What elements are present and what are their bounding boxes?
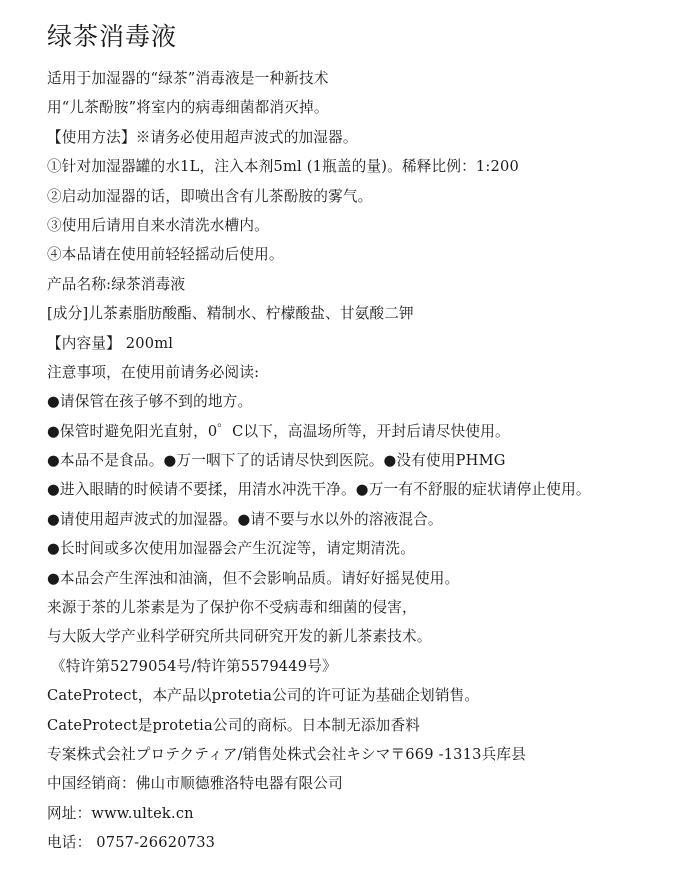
precaution-item: ●请保管在孩子够不到的地方。 (47, 393, 253, 411)
intro-line-2: 用“儿茶酚胺”将室内的病毒细菌都消灭掉。 (47, 99, 329, 117)
precaution-item: ●进入眼睛的时候请不要揉，用清水冲洗干净。●万一有不舒服的症状请停止使用。 (47, 481, 591, 499)
manufacturer-info: 专案株式会社プロテクティア/销售处株式会社キシマ〒669 -1313兵库县 (47, 745, 527, 763)
phone: 电话： 0757-26620733 (47, 834, 216, 852)
intro-line-1: 适用于加湿器的“绿茶”消毒液是一种新技术 (47, 70, 329, 87)
instruction-text-block (47, 64, 692, 858)
precautions-heading: 注意事项，在使用前请务必阅读: (47, 363, 260, 381)
precaution-item: ●保管时避免阳光直射，0゜C以下，高温场所等，开封后请尽快使用。 (47, 422, 510, 440)
usage-step-4: ④本品请在使用前轻轻摇动后使用。 (47, 246, 284, 264)
trademark-statement: CateProtect是protetia公司的商标。日本制无添加香料 (47, 716, 421, 734)
content-volume: 【内容量】 200ml (47, 334, 174, 352)
website: 网址：www.ultek.cn (47, 804, 194, 822)
document-title: 绿茶消毒液 (47, 22, 178, 51)
distributor-info: 中国经销商：佛山市顺德雅洛特电器有限公司 (47, 775, 343, 793)
patent-numbers: 《特许第5279054号/特许第5579449号》 (51, 657, 337, 675)
usage-step-2: ②启动加湿器的话，即喷出含有儿茶酚胺的雾气。 (47, 187, 373, 205)
precaution-item: ●请使用超声波式的加湿器。●请不要与水以外的溶液混合。 (47, 510, 443, 528)
product-name: 产品名称:绿茶消毒液 (47, 275, 186, 293)
technology-line-1: 来源于茶的儿茶素是为了保护你不受病毒和细菌的侵害， (47, 599, 417, 617)
ingredients: [成分]儿茶素脂肪酸酯、精制水、柠檬酸盐、甘氨酸二钾 (47, 305, 414, 323)
usage-method-heading: 【使用方法】※请务必使用超声波式的加湿器。 (47, 128, 358, 146)
precaution-item: ●本品会产生浑浊和油滴，但不会影响品质。请好好摇晃使用。 (47, 569, 460, 587)
technology-line-2: 与大阪大学产业科学研究所共同研究开发的新儿茶素技术。 (47, 628, 432, 646)
precaution-item: ●长时间或多次使用加湿器会产生沉淀等，请定期清洗。 (47, 540, 415, 558)
usage-step-3: ③使用后请用自来水清洗水槽内。 (47, 216, 269, 234)
precaution-item: ●本品不是食品。●万一咽下了的话请尽快到医院。●没有使用PHMG (47, 452, 506, 470)
license-statement: CateProtect，本产品以protetia公司的许可证为基础企划销售。 (47, 687, 480, 705)
usage-step-1: ①针对加湿器罐的水1L，注入本剂5ml (1瓶盖的量)。稀释比例：1:200 (47, 158, 519, 176)
